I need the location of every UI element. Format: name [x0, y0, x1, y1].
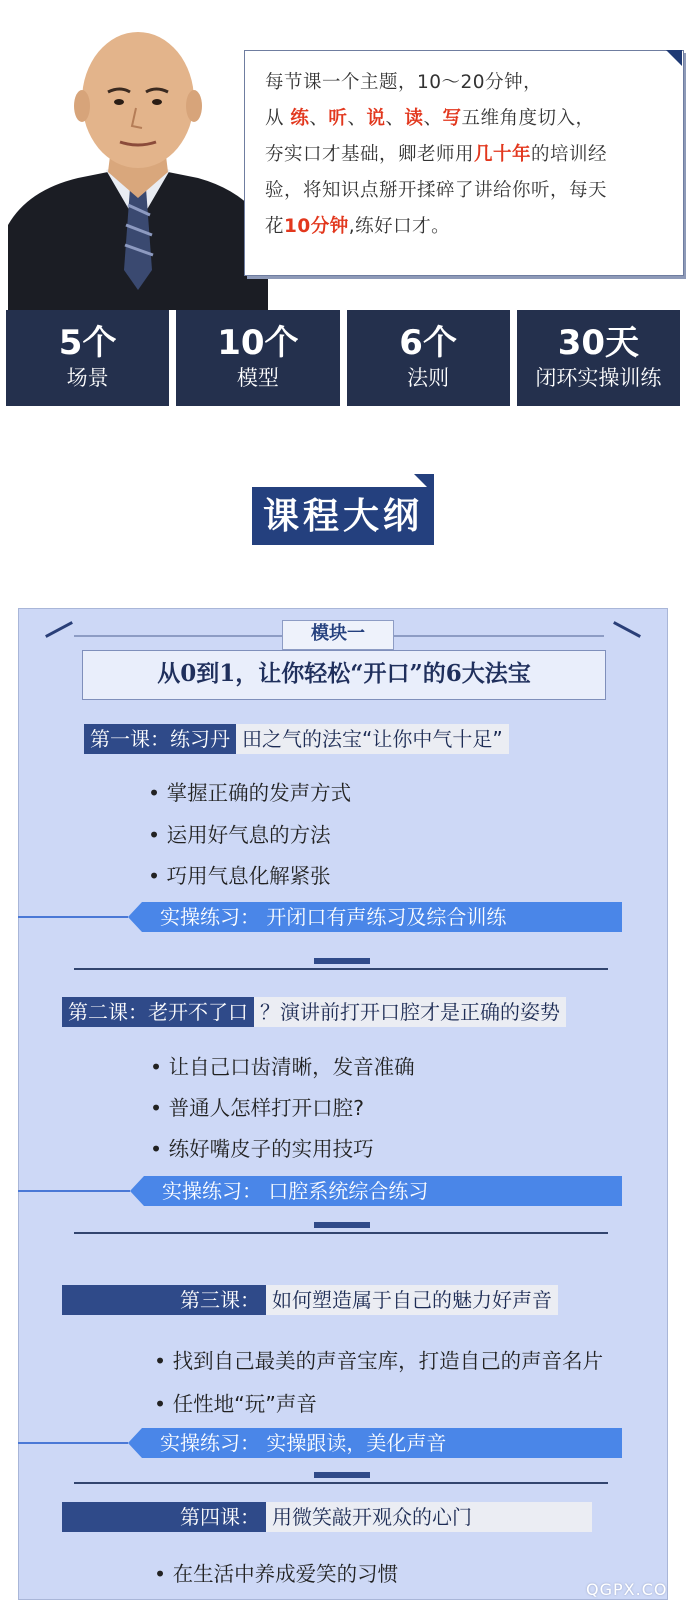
list-item: • 掌握正确的发声方式 — [148, 781, 352, 805]
stat-label: 场景 — [66, 366, 109, 390]
practice-banner: 实操练习： 实操跟读，美化声音 — [142, 1428, 622, 1458]
divider-bar — [314, 1472, 370, 1478]
stat-label: 闭环实操训练 — [535, 366, 662, 390]
watermark: QGPX.CO — [586, 1580, 668, 1599]
practice-connector — [18, 916, 128, 918]
list-item: • 运用好气息的方法 — [148, 823, 331, 847]
module-title: 从0到1，让你轻松“开口”的6大法宝 — [82, 650, 606, 700]
section-title: 课程大纲 — [252, 487, 434, 545]
list-item: • 找到自己最美的声音宝库，打造自己的声音名片 — [154, 1349, 604, 1373]
lesson-title: 田之气的法宝“让你中气十足” — [236, 724, 509, 754]
intro-box — [244, 50, 684, 276]
stat-training-days — [517, 310, 680, 406]
stat-scenes — [6, 310, 169, 406]
lesson-title: ？演讲前打开口腔才是正确的姿势 — [254, 997, 566, 1027]
corner-accent — [666, 50, 682, 66]
lesson-label: 第三课： — [62, 1285, 266, 1315]
lesson-2-header — [62, 997, 566, 1027]
intro-line-1: 每节课一个主题，10～20分钟， — [265, 72, 543, 93]
practice-banner: 实操练习： 口腔系统综合练习 — [144, 1176, 622, 1206]
lesson-label: 第一课：练习丹 — [84, 724, 236, 754]
list-item: • 练好嘴皮子的实用技巧 — [150, 1137, 374, 1161]
stat-label: 模型 — [236, 366, 279, 390]
lesson-label: 第四课： — [62, 1502, 266, 1532]
lesson-3-header — [62, 1285, 558, 1315]
divider-bar — [314, 958, 370, 964]
divider-line — [74, 1232, 608, 1234]
intro-text — [265, 65, 673, 245]
module-tag: 模块一 — [282, 620, 394, 650]
list-item: • 任性地“玩”声音 — [154, 1392, 317, 1416]
stat-rules — [347, 310, 510, 406]
list-item: • 在生活中养成爱笑的习惯 — [154, 1562, 399, 1586]
intro-line-5: 花10分钟,练好口才。 — [265, 216, 451, 237]
divider-bar — [314, 1222, 370, 1228]
practice-connector — [18, 1190, 130, 1192]
stat-number: 5个 — [58, 323, 117, 363]
teacher-photo — [8, 20, 268, 310]
intro-line-3: 夯实口才基础，卿老师用几十年的培训经 — [265, 144, 608, 165]
module-divider-left — [74, 635, 282, 637]
hero-section — [0, 0, 686, 310]
practice-connector — [18, 1442, 128, 1444]
intro-line-4: 验，将知识点掰开揉碎了讲给你听，每天 — [265, 180, 608, 201]
lesson-label: 第二课：老开不了口 — [62, 997, 254, 1027]
stat-number: 30天 — [557, 323, 640, 363]
stats-row — [6, 310, 680, 406]
list-item: • 让自己口齿清晰，发音准确 — [150, 1055, 415, 1079]
module-divider-right — [394, 635, 604, 637]
divider-line — [74, 1482, 608, 1484]
lesson-title: 如何塑造属于自己的魅力好声音 — [266, 1285, 558, 1315]
list-item: • 普通人怎样打开口腔? — [150, 1096, 364, 1120]
list-item: • 巧用气息化解紧张 — [148, 864, 331, 888]
stat-models — [176, 310, 339, 406]
lesson-1-header — [84, 724, 509, 754]
practice-banner: 实操练习： 开闭口有声练习及综合训练 — [142, 902, 622, 932]
divider-line — [74, 968, 608, 970]
stat-number: 6个 — [399, 323, 457, 363]
stat-number: 10个 — [217, 323, 299, 363]
intro-line-2: 从 练、听、说、读、写五维角度切入， — [265, 108, 595, 129]
lesson-title: 用微笑敲开观众的心门 — [266, 1502, 592, 1532]
lesson-4-header — [62, 1502, 592, 1532]
stat-label: 法则 — [407, 366, 450, 390]
